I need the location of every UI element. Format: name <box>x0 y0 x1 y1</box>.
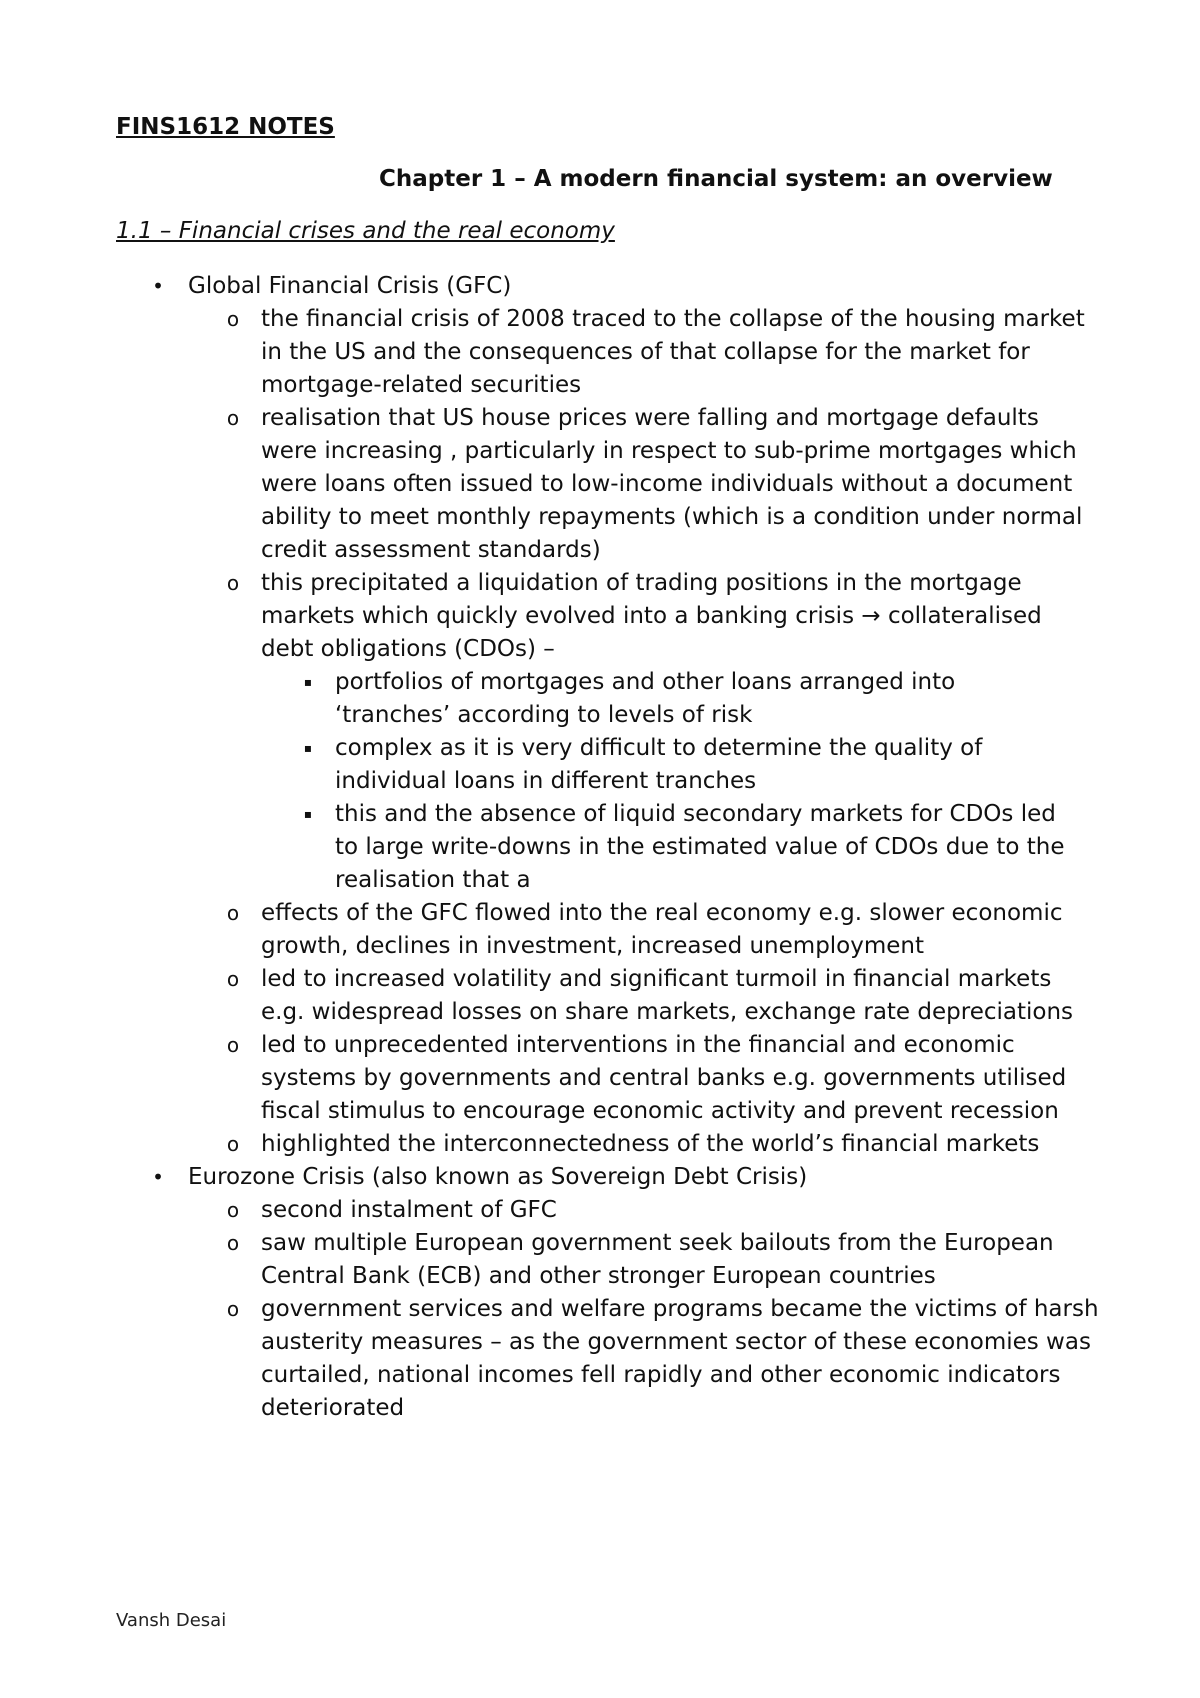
bullet-circle-icon: o <box>226 1033 240 1057</box>
notes-body <box>0 270 1200 1425</box>
bullet-circle-icon: o <box>226 1297 240 1321</box>
bullet-square-icon: ▪ <box>303 675 313 689</box>
bullet-square-icon: ▪ <box>303 807 313 821</box>
list-item-gfc <box>0 270 1200 303</box>
bullet-circle-icon: o <box>226 1231 240 1255</box>
list-item <box>0 1029 1101 1128</box>
bullet-circle-icon: o <box>226 307 240 331</box>
bullet-disc-icon: • <box>152 274 164 298</box>
footer-author: Vansh Desai <box>116 1610 227 1631</box>
chapter-title: Chapter 1 – A modern financial system: an overview <box>379 166 1053 192</box>
bullet-circle-icon: o <box>226 1132 240 1156</box>
list-item <box>0 1194 1101 1227</box>
list-item-text: saw multiple European government seek bailouts from the European Central Bank (ECB) and other stronger European countries <box>261 1230 1054 1289</box>
list-item <box>0 1293 1101 1425</box>
list-item-text: this precipitated a liquidation of trading positions in the mortgage markets which quickly evolved into a banking crisis → collateralised debt obligations (CDOs) – <box>261 570 1042 662</box>
list-item-text: Eurozone Crisis (also known as Sovereign Debt Crisis) <box>188 1164 808 1190</box>
list-item-text: portfolios of mortgages and other loans arranged into ‘tranches’ according to levels of risk <box>335 669 956 728</box>
list-item-text: second instalment of GFC <box>261 1197 557 1223</box>
bullet-circle-icon: o <box>226 901 240 925</box>
list-item <box>0 666 1075 732</box>
bullet-square-icon: ▪ <box>303 741 313 755</box>
list-item <box>0 1128 1101 1161</box>
section-title: 1.1 – Financial crises and the real economy <box>116 218 615 244</box>
list-item-text: government services and welfare programs became the victims of harsh austerity measures – as the government sector of these economies was curtailed, national incomes fell rapidly and other economic indicators deteriorated <box>261 1296 1099 1421</box>
list-item-text: highlighted the interconnectedness of the world’s financial markets <box>261 1131 1040 1157</box>
list-item-text: realisation that US house prices were falling and mortgage defaults were increasing , particularly in respect to sub-prime mortgages which were loans often issued to low-income individuals without a document ability to meet monthly repayments (which is a condition under normal credit assessment standards) <box>261 405 1083 563</box>
bullet-circle-icon: o <box>226 967 240 991</box>
list-item <box>0 1227 1101 1293</box>
list-item-text: complex as it is very difficult to determine the quality of individual loans in different tranches <box>335 735 983 794</box>
list-item-text: led to unprecedented interventions in the financial and economic systems by governments and central banks e.g. governments utilised fiscal stimulus to encourage economic activity and prevent recession <box>261 1032 1067 1124</box>
document-title: FINS1612 NOTES <box>116 114 335 140</box>
bullet-circle-icon: o <box>226 571 240 595</box>
list-item <box>0 963 1101 1029</box>
list-item-text: Global Financial Crisis (GFC) <box>188 273 512 299</box>
list-item <box>0 402 1101 567</box>
bullet-circle-icon: o <box>226 406 240 430</box>
list-item-text: this and the absence of liquid secondary markets for CDOs led to large write-downs in the estimated value of CDOs due to the realisation that a <box>335 801 1065 893</box>
list-item <box>0 567 1101 666</box>
list-item-eurozone <box>0 1161 1200 1194</box>
list-item-text: the financial crisis of 2008 traced to the collapse of the housing market in the US and the consequences of that collapse for the market for mortgage-related securities <box>261 306 1085 398</box>
list-item-text: led to increased volatility and significant turmoil in financial markets e.g. widespread losses on share markets, exchange rate depreciations <box>261 966 1074 1025</box>
list-item <box>0 798 1075 897</box>
list-item <box>0 897 1101 963</box>
list-item-text: effects of the GFC flowed into the real economy e.g. slower economic growth, declines in investment, increased unemployment <box>261 900 1063 959</box>
list-item <box>0 303 1101 402</box>
list-item <box>0 732 1075 798</box>
bullet-circle-icon: o <box>226 1198 240 1222</box>
bullet-disc-icon: • <box>152 1165 164 1189</box>
